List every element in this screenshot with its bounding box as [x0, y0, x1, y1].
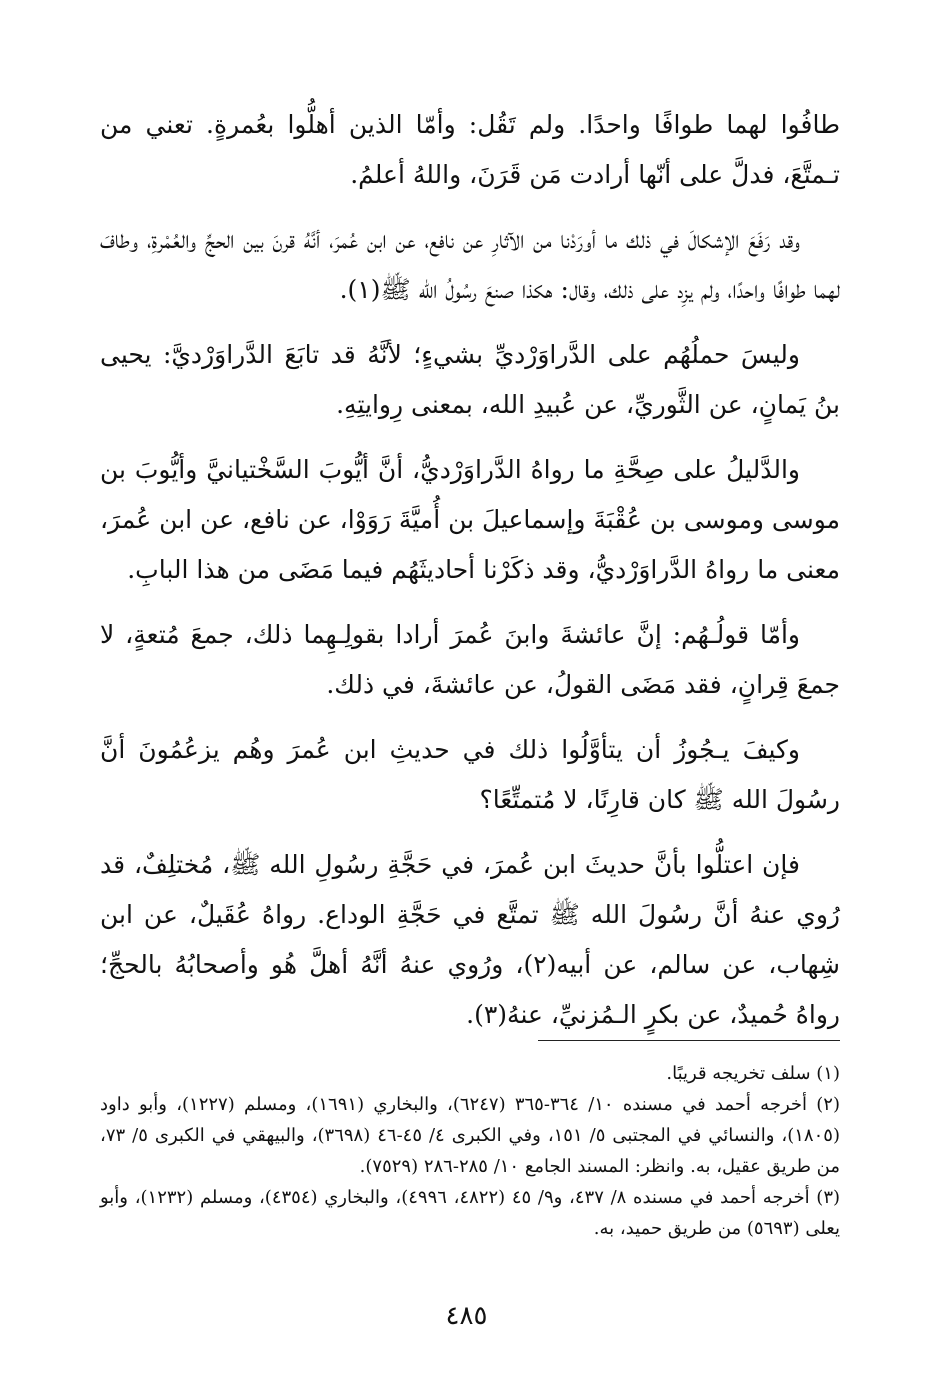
page-number: ٤٨٥: [445, 1301, 488, 1331]
paragraph-6: وكيفَ يـجُوزُ أن يتأوَّلُوا ذلك في حديثِ ابن عُمرَ وهُم يزعُمُونَ أنَّ رسُولَ الله ﷺ كان قارِنًا، لا مُتمتِّعًا؟: [100, 735, 840, 814]
paragraph-7: فإن اعتلُّوا بأنَّ حديثَ ابن عُمرَ، في حَجَّةِ رسُولِ الله ﷺ، مُختلِفٌ، قد رُوي عنهُ أنَّ رسُولَ الله ﷺ تمتَّع في حَجَّةِ الوداع. رواهُ عُقَيلٌ، عن ابن شِهاب، عن سالم، عن أبيه(٢)، ورُوي عنهُ أنَّهُ أهلَّ هُو وأصحابُهُ بالحجِّ؛ رواهُ حُميدٌ، عن بكرٍ الـمُزنيِّ، عنهُ(٣).: [100, 850, 840, 1029]
paragraph-2: وقد رَفَعَ الإشكالَ في ذلك ما أورَدْنا من الآثارِ عن نافع، عن ابن عُمرَ، أنَّهُ قرنَ بين الحجِّ والعُمْرةِ، وطافَ لهما طوافًا واحدًا، ولم يزِد على ذلك، وقال: هكذا صنعَ رسُولُ الله ﷺ(١).: [100, 225, 840, 304]
paragraph-4: والدَّليلُ على صِحَّةِ ما رواهُ الدَّراوَرْديُّ، أنَّ أيُّوبَ السَّخْتيانيَّ وأيُّوبَ بن موسى وموسى بن عُقْبَةَ وإسماعيلَ بن أُميَّةَ رَوَوْا، عن نافع، عن ابن عُمرَ، معنى ما رواهُ الدَّراوَرْديُّ، وقد ذكَرْنا أحاديثَهُم فيما مَضَى من هذا البابِ.: [99, 455, 840, 584]
footnote-divider: [538, 1040, 840, 1041]
footnote-3: (٣) أخرجه أحمد في مسنده ٨/ ٤٣٧، و٩/ ٤٥ (٤٨٢٢، ٤٩٩٦)، والبخاري (٤٣٥٤)، ومسلم (١٢٣٢)، وأبو يعلى (٥٦٩٣) من طريق حميد، به.: [100, 1187, 841, 1239]
paragraph-5: وأمّا قولُـهُم: إنَّ عائشةَ وابنَ عُمرَ أرادا بقولِـهِما ذلك، جمعَ مُتعةٍ، لا جمعَ قِرانٍ، فقد مَضَى القولُ، عن عائشةَ، في ذلك.: [100, 620, 840, 699]
footnotes: [100, 1058, 840, 1244]
main-text: [100, 100, 840, 1055]
paragraph-3: وليسَ حملُهُم على الدَّراوَرْديِّ بشيءٍ؛ لأنَّهُ قد تابَعَ الدَّراوَرْديَّ: يحيى بنُ يَمانٍ، عن الثَّوريِّ، عن عُبيدِ الله، بمعنى رِوايتِهِ.: [100, 340, 840, 419]
footnote-2: (٢) أخرجه أحمد في مسنده ١٠/ ٣٦٤-٣٦٥ (٦٢٤٧)، والبخاري (١٦٩١)، ومسلم (١٢٢٧)، وأبو داود (١٨٠٥)، والنسائي في المجتبى ٥/ ١٥١، وفي الكبرى ٤/ ٤٥-٤٦ (٣٦٩٨)، والبيهقي في الكبرى ٥/ ٧٣، من طريق عقيل، به. وانظر: المسند الجامع ١٠/ ٢٨٥-٢٨٦ (٧٥٢٩).: [100, 1094, 840, 1177]
footnote-1: (١) سلف تخريجه قريبًا.: [666, 1063, 840, 1084]
paragraph-1: طافُوا لهما طوافًا واحدًا. ولم تَقُل: وأمّا الذين أهلُّوا بعُمرةٍ. تعني من تـمتَّعَ، فدلَّ على أنّها أرادت مَن قَرَنَ، واللهُ أعلمُ.: [100, 110, 840, 189]
